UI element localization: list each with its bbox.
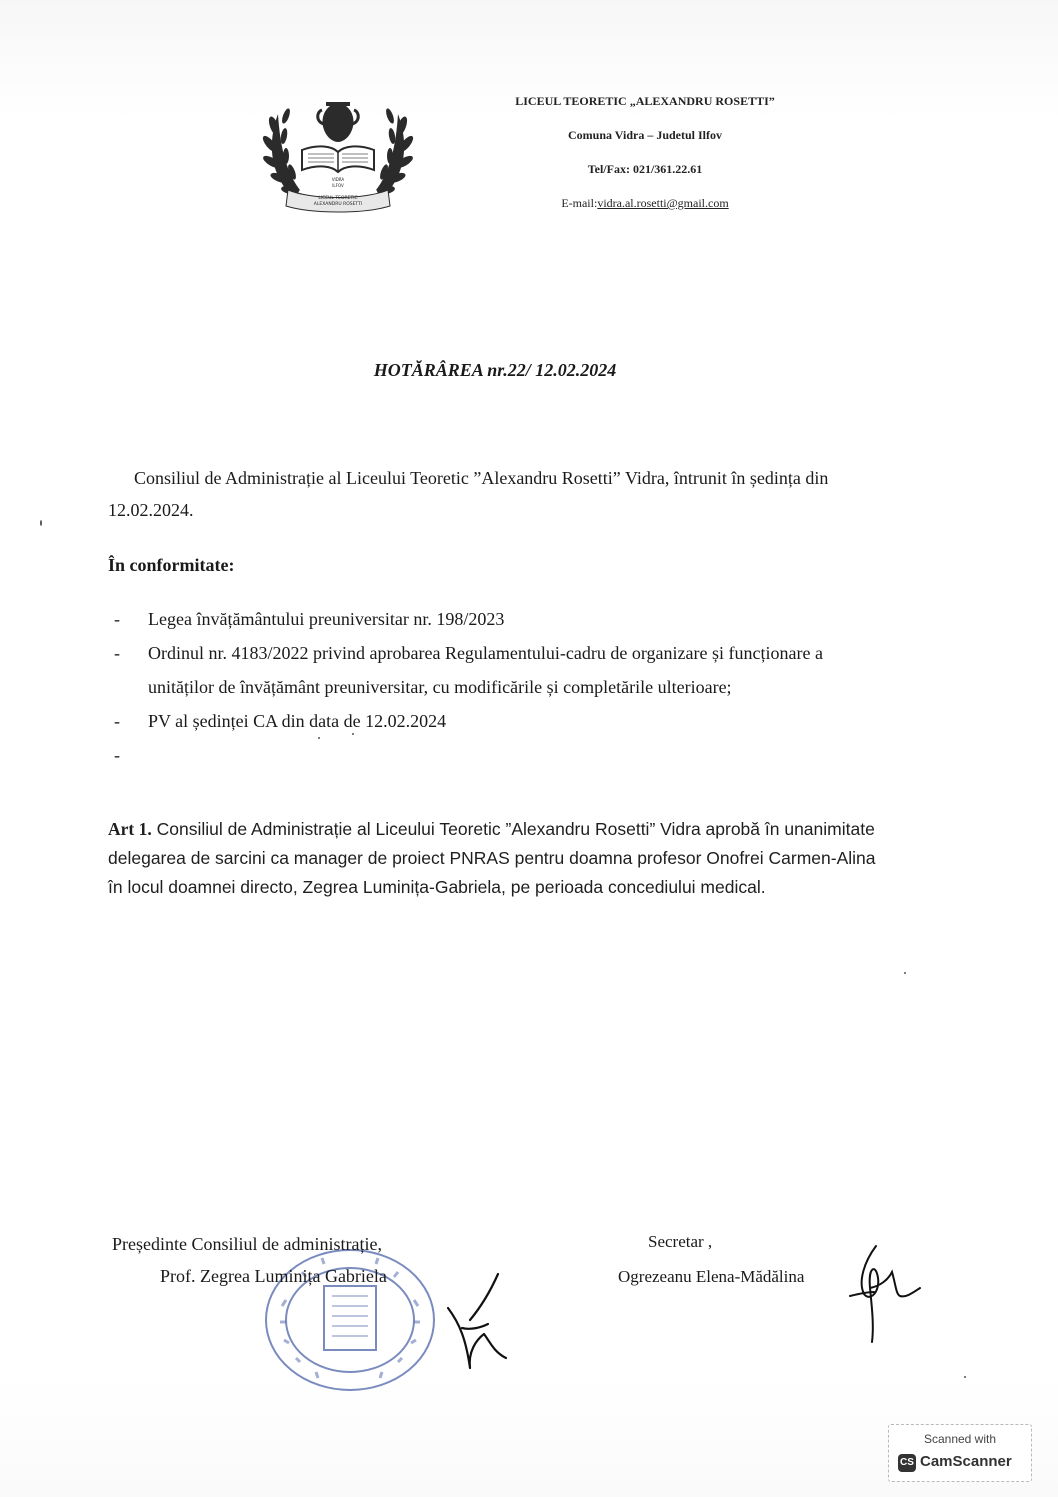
school-logo-emblem [262, 86, 414, 218]
president-signature-block [112, 1228, 387, 1292]
camscanner-logo-icon: CS [898, 1454, 916, 1472]
logo-text-2: ILFOV [332, 183, 344, 188]
list-item [108, 738, 888, 772]
article-1 [108, 815, 888, 902]
article-label: Art 1. [108, 819, 152, 839]
intro-paragraph: Consiliul de Administrație al Liceului Teoretic ”Alexandru Rosetti” Vidra, întrunit în ședința din 12.02.2024. [108, 468, 829, 520]
scan-speck [318, 737, 320, 739]
logo-text-4: ALEXANDRU ROSETTI [313, 202, 363, 207]
logo-text-1: VIDRA [331, 177, 345, 182]
scan-speck [352, 733, 354, 735]
president-role: Președinte Consiliul de administrație, [112, 1234, 382, 1254]
scan-speck [904, 972, 906, 974]
conformitate-heading: În conformitate: [108, 555, 235, 575]
watermark-brand: CamScanner [920, 1453, 1012, 1470]
secretary-name: Ogrezeanu Elena-Mădălina [618, 1267, 805, 1286]
secretary-signature [840, 1236, 924, 1346]
scan-speck [40, 520, 42, 526]
article-text: Consiliul de Administrație al Liceului Teoretic ”Alexandru Rosetti” Vidra aprobă în unanimitate delegarea de sarcini ca manager de proiect PNRAS pentru doamna profesor Onofrei Carmen-Alina în locul doamnei directo, Zegrea Luminița-Gabriela, pe perioada concediului medical. [108, 819, 876, 897]
logo-text-3: LICEUL TEORETIC [318, 196, 358, 201]
list-item: - Legea învățământului preuniversitar nr. 198/2023 [108, 602, 888, 636]
president-signature [440, 1268, 510, 1378]
camscanner-watermark [888, 1424, 1032, 1482]
list-item: - Ordinul nr. 4183/2022 privind aprobarea Regulamentului-cadru de organizare și funcționare a unităților de învățământ preuniversitar, cu modificările și completările ulterioare; [108, 636, 888, 704]
school-address: Comuna Vidra – Judetul Ilfov [567, 128, 723, 142]
secretary-role: Secretar , [648, 1232, 713, 1251]
decision-title: HOTĂRÂREA nr.22/ 12.02.2024 [373, 360, 617, 380]
secretary-signature-block [618, 1224, 804, 1294]
email-label: E-mail: [561, 196, 598, 210]
watermark-top-text: Scanned with [923, 1432, 997, 1446]
conformitate-list [108, 602, 888, 772]
school-phone: Tel/Fax: 021/361.22.61 [587, 162, 703, 176]
school-email-line [440, 186, 850, 220]
email-link[interactable]: vidra.al.rosetti@gmail.com [597, 196, 729, 210]
scan-speck [964, 1376, 966, 1378]
president-name: Prof. Zegrea Luminița Gabriela [160, 1266, 387, 1286]
school-name: LICEUL TEORETIC „ALEXANDRU ROSETTI” [515, 94, 775, 108]
list-item: - PV al ședinței CA din data de 12.02.2024 [108, 704, 888, 738]
school-header [440, 84, 850, 220]
